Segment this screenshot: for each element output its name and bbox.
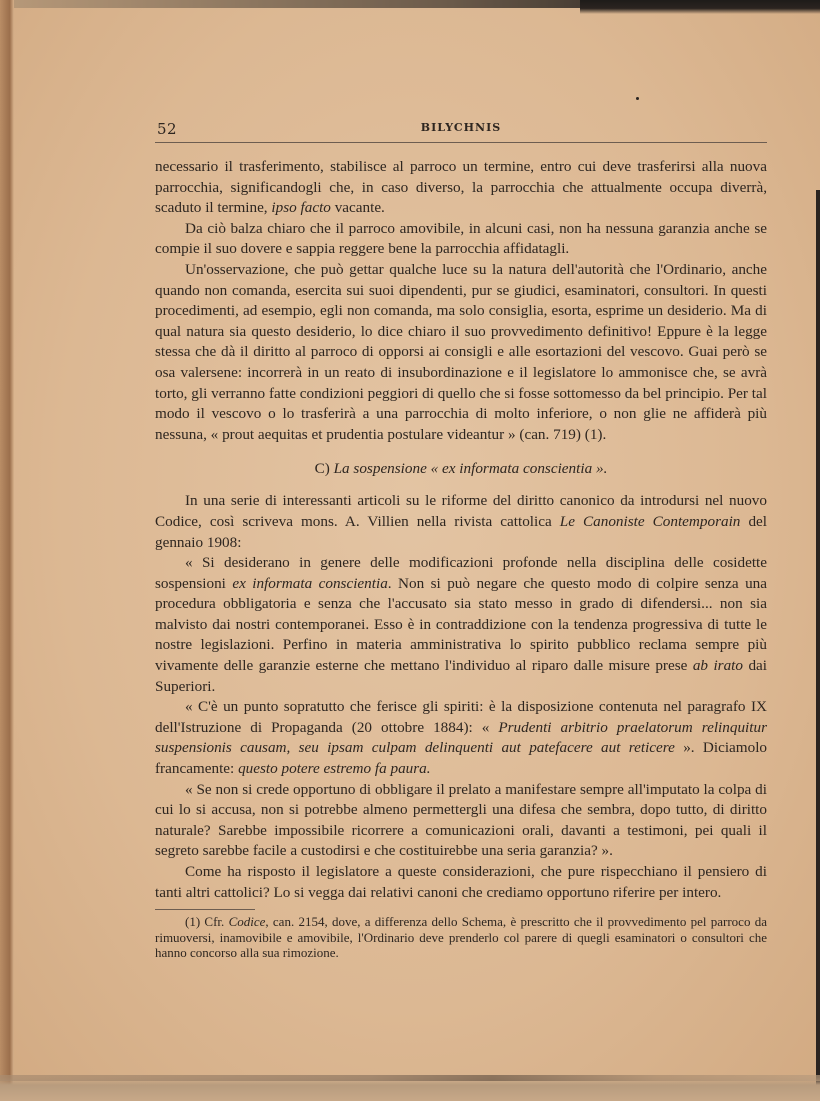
text: necessario il trasferimento, stabilisce al parroco un termine, entro cui deve trasferirsi alla nuova parrocchia, significandogli che, in caso diverso, la parrocchia che attualmente occupa diverrà, scaduto il termine, (155, 158, 767, 217)
footnote (155, 914, 767, 961)
page-right-edge (816, 190, 820, 1101)
section-heading (155, 459, 767, 479)
italic-text: questo potere estremo fa paura. (238, 760, 431, 778)
text: . Non si può negare che questo modo di colpire senza una procedura obbligatoria e senza che l'accusato sia stato messo in grado di difendersi... non sia malvisto dai nostri contemporanei. Esso è in contraddizione con la tendenza progressiva di tutte le nostre legislazioni. Perfino in materia amministrativa lo spirito pubblico reclama sempre più vivamente delle garanzie esterne che mettano l'individuo al riparo dalle misure prese (155, 574, 767, 675)
paragraph-8: Come ha risposto il legislatore a queste considerazioni, che pure rispecchiano il pensiero di tanti altri cattolici? Lo si vegga dai relativi canoni che crediamo opportuno riferire per intero. (155, 863, 767, 901)
paragraph-2: Da ciò balza chiaro che il parroco amovibile, in alcuni casi, non ha nessuna garanzia anche se compie il suo dovere e sappia reggere bene la parrocchia affidatagli. (155, 219, 767, 258)
page-number: 52 (157, 120, 178, 138)
italic-text: ex informata conscientia (232, 574, 388, 592)
section-label: C) (314, 460, 334, 478)
page-top-shadow (580, 0, 820, 14)
text: del gennaio 1908: (155, 512, 767, 551)
text: « Si desiderano in genere delle modificazioni profonde nella disciplina delle cosidette sospensioni (155, 554, 767, 592)
journal-title: BILYCHNIS (420, 121, 502, 134)
header-rule (155, 142, 767, 143)
footnote-rule (155, 909, 255, 910)
italic-text: Le Canoniste Contemporain (559, 512, 741, 530)
text: (1) Cfr. (185, 914, 229, 930)
page-bottom-edge (0, 1061, 820, 1101)
paragraph-1 (155, 157, 767, 219)
italic-text: Codice (228, 914, 266, 930)
text: « C'è un punto sopratutto che ferisce gli spiriti: è la disposizione contenuta nel paragrafo IX dell'Istruzione di Propaganda (20 ottobre 1884): « (155, 698, 767, 736)
page-binding-edge (0, 0, 14, 1101)
text: , can. 2154, dove, a differenza dello Schema, è prescritto che il provvedimento pel parroco da rimuoversi, inamovibile e amovibile, l'Ordinario deve prenderlo col parere di quegli esaminatori o consultori che hanno concorso alla sua rimozione. (155, 914, 767, 961)
page-content (155, 118, 767, 961)
italic-text: Prudenti arbitrio praelatorum relinquitur suspensionis causam, seu ipsam culpam delinquenti aut patefacere aut reticere (155, 718, 767, 757)
text: ». Diciamolo francamente: (155, 739, 768, 778)
paragraph-3: Un'osservazione, che può gettar qualche luce su la natura dell'autorità che l'Ordinario, anche quando non comanda, esercita sui suoi dipendenti, pur se giudici, esaminatori, consultori. In questi procedimenti, ad esempio, egli non comanda, ma solo consiglia, esorta, esprime un desiderio. Ma di qual natura sia questo desiderio, lo dice chiaro il suo provvedimento definitivo! Eppure è la legge stessa che dà il diritto al parroco di opporsi ai consigli e alle esortazioni del vescovo. Guai però se osa valersene: incorrerà in un reato di insubordinazione e il legislatore lo ammonisce che, se avrà torto, gli verranno fatte condizioni peggiori di quello che si fosse sottomesso da bel principio. Per tal modo il vescovo o lo trasferirà a una parrocchia di molto inferiore, o non glie ne affiderà più nessuna, « prout aequitas et prudentia postulare videantur » (can. 719) (1). (155, 260, 767, 443)
ink-speck (636, 97, 639, 100)
text: In una serie di interessanti articoli su le riforme del diritto canonico da introdursi nel nuovo Codice, così scriveva mons. A. Villien nella rivista cattolica (155, 492, 767, 530)
text: vacante. (330, 199, 385, 217)
running-head (155, 118, 767, 142)
paragraph-6 (155, 697, 767, 779)
page-bottom-stain (0, 1075, 820, 1081)
italic-text: ab irato (692, 657, 743, 675)
section-title: La sospensione « ex informata conscientia ». (333, 460, 608, 478)
paragraph-7: « Se non si crede opportuno di obbligare il prelato a manifestare sempre all'imputato la colpa di cui lo si accusa, non si potrebbe almeno permettergli una difesa che sembra, dopo tutto, di diritto naturale? Sarebbe impossibile ricorrere a comunicazioni orali, davanti a testimoni, pei quali il segreto sarebbe facile a custodirsi e che costituirebbe una seria garanzia? ». (155, 780, 767, 860)
paragraph-5 (155, 553, 767, 697)
italic-text: ipso facto (271, 199, 331, 217)
paragraph-4 (155, 491, 767, 553)
text: dai Superiori. (155, 657, 767, 695)
